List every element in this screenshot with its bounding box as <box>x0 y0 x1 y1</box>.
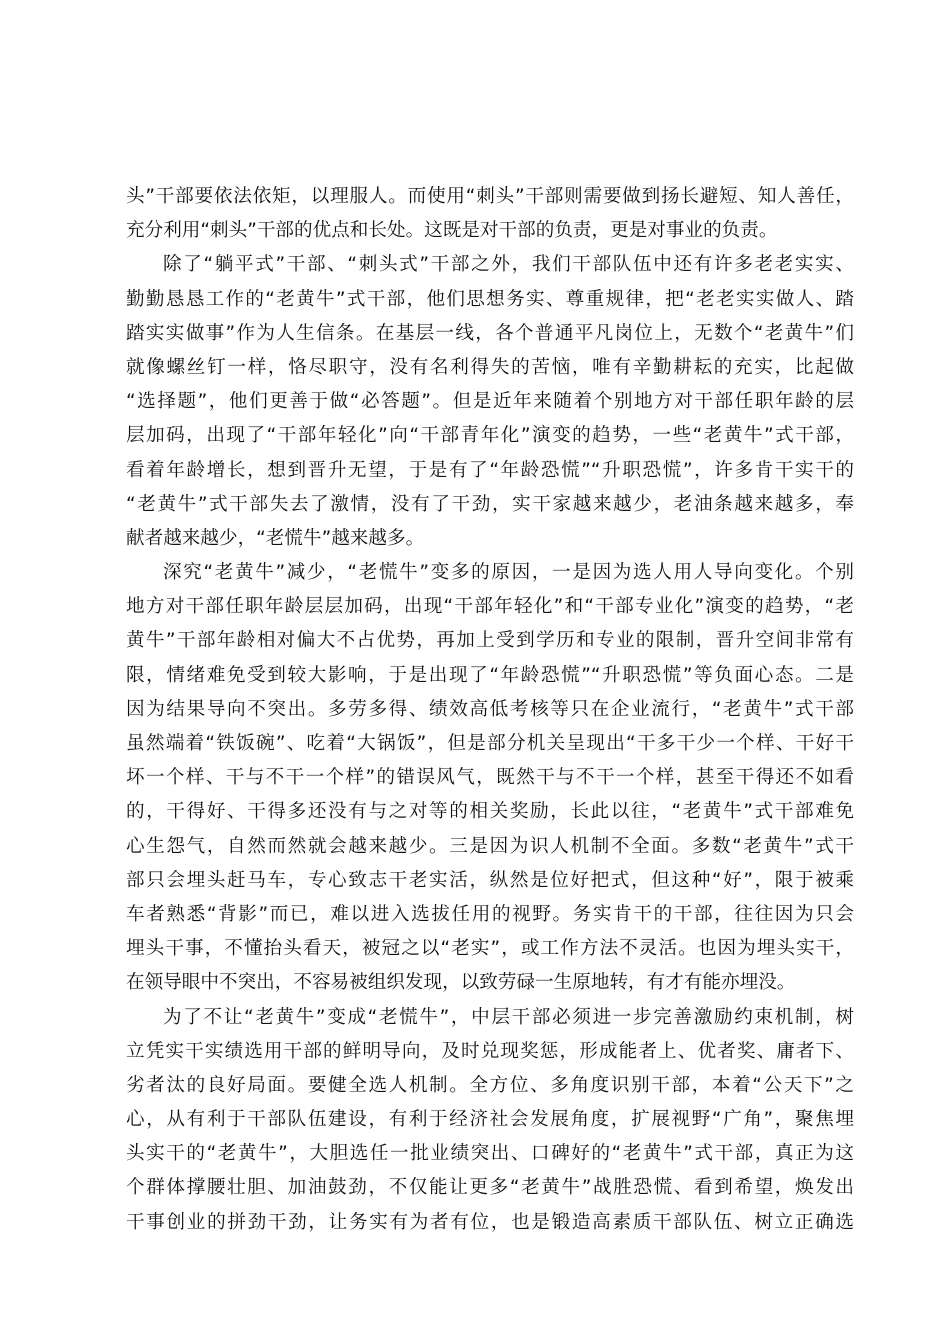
paragraph <box>126 1001 854 1240</box>
paragraph <box>126 248 854 556</box>
text-line: 虽然端着“铁饭碗”、吃着“大锅饭”，但是部分机关呈现出“干多干少一个样、干好干 <box>126 733 854 754</box>
text-line: 在领导眼中不突出，不容易被组织发现，以致劳碌一生原地转，有才有能亦埋没。 <box>126 972 796 994</box>
text-line: 埋头干事，不懂抬头看天，被冠之以“老实”，或工作方法不灵活。也因为埋头实干， <box>126 938 854 960</box>
text-line: 劣者汰的良好局面。要健全选人机制。全方位、多角度识别干部，本着“公天下”之 <box>126 1074 854 1096</box>
text-line: “选择题”，他们更善于做“必答题”。但是近年来随着个别地方对干部任职年龄的层 <box>126 391 854 413</box>
text-line: 坏一个样、干与不干一个样”的错误风气，既然干与不干一个样，甚至干得还不如看 <box>126 767 854 789</box>
text-line: 因为结果导向不突出。多劳多得、绩效高低考核等只在企业流行，“老黄牛”式干部 <box>126 698 854 720</box>
text-line: 限，情绪难免受到较大影响，于是出现了“年龄恐慌”“升职恐慌”等负面心态。二是 <box>126 664 854 686</box>
text-line: 车者熟悉“背影”而已，难以进入选拔任用的视野。务实肯干的干部，往往因为只会 <box>126 903 854 925</box>
text-line: 心，从有利于干部队伍建设，有利于经济社会发展角度，扩展视野“广角”，聚焦埋 <box>126 1109 854 1131</box>
text-line: 为了不让“老黄牛”变成“老慌牛”，中层干部必须进一步完善激励约束机制，树 <box>163 1006 854 1028</box>
text-line: 干事创业的拼劲干劲，让务实有为者有位，也是锻造高素质干部队伍、树立正确选 <box>126 1211 854 1233</box>
text-line: 头”干部要依法依矩，以理服人。而使用“刺头”干部则需要做到扬长避短、知人善任， <box>126 186 854 207</box>
text-line: 深究“老黄牛”减少，“老慌牛”变多的原因，一是因为选人用人导向变化。个别 <box>163 562 854 584</box>
text-line: “老黄牛”式干部失去了激情，没有了干劲，实干家越来越少，老油条越来越多，奉 <box>126 493 854 515</box>
text-line: 头实干的“老黄牛”，大胆选任一批业绩突出、口碑好的“老黄牛”式干部，真正为这 <box>126 1143 854 1165</box>
text-line: 除了“躺平式”干部、“刺头式”干部之外，我们干部队伍中还有许多老老实实、 <box>163 254 854 276</box>
text-line: 就像螺丝钉一样，恪尽职守，没有名利得失的苦恼，唯有辛勤耕耘的充实，比起做 <box>126 356 854 378</box>
text-line: 立凭实干实绩选用干部的鲜明导向，及时兑现奖惩，形成能者上、优者奖、庸者下、 <box>126 1040 854 1062</box>
paragraph <box>126 556 854 1000</box>
text-line: 层加码，出现了“干部年轻化”向“干部青年化”演变的趋势，一些“老黄牛”式干部， <box>126 425 854 447</box>
text-line: 勤勤恳恳工作的“老黄牛”式干部，他们思想务实、尊重规律，把“老老实实做人、踏 <box>126 288 854 310</box>
text-line: 个群体撑腰壮胆、加油鼓劲，不仅能让更多“老黄牛”战胜恐慌、看到希望，焕发出 <box>126 1177 854 1199</box>
text-line: 的，干得好、干得多还没有与之对等的相关奖励，长此以往，“老黄牛”式干部难免 <box>126 801 854 823</box>
text-line: 心生怨气，自然而然就会越来越少。三是因为识人机制不全面。多数“老黄牛”式干 <box>126 835 854 857</box>
text-line: 充分利用“刺头”干部的优点和长处。这既是对干部的负责，更是对事业的负责。 <box>126 220 778 242</box>
text-line: 踏实实做事”作为人生信条。在基层一线，各个普通平凡岗位上，无数个“老黄牛”们 <box>126 322 854 344</box>
text-line: 部只会埋头赶马车，专心致志干老实活，纵然是位好把式，但这种“好”，限于被乘 <box>126 869 854 891</box>
text-line: 献者越来越少，“老慌牛”越来越多。 <box>126 527 425 549</box>
paragraph <box>126 180 854 248</box>
text-line: 地方对干部任职年龄层层加码，出现“干部年轻化”和“干部专业化”演变的趋势，“老 <box>126 596 854 618</box>
text-line: 黄牛”干部年龄相对偏大不占优势，再加上受到学历和专业的限制，晋升空间非常有 <box>126 630 854 652</box>
body-text <box>126 180 854 1240</box>
text-line: 看着年龄增长，想到晋升无望，于是有了“年龄恐慌”“升职恐慌”，许多肯干实干的 <box>126 459 854 481</box>
